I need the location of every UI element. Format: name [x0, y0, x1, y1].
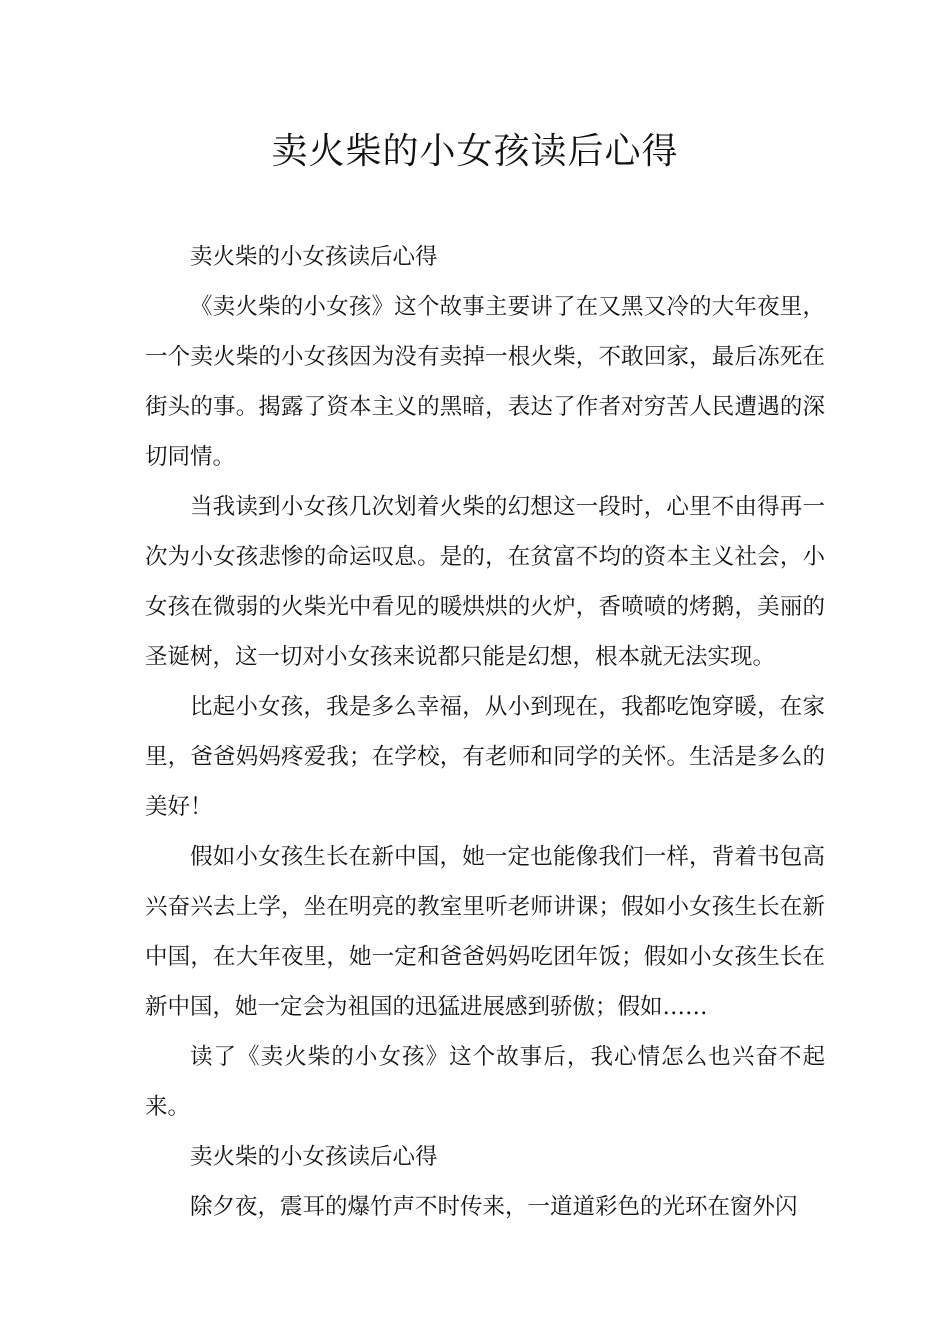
- paragraph: 比起小女孩，我是多么幸福，从小到现在，我都吃饱穿暖，在家里，爸爸妈妈疼爱我；在学校，有老师和同学的关怀。生活是多么的美好！: [145, 694, 825, 820]
- document-title: 卖火柴的小女孩读后心得: [271, 131, 679, 172]
- paragraph-subtitle: 卖火柴的小女孩读后心得: [190, 244, 438, 270]
- paragraph-subtitle: 卖火柴的小女孩读后心得: [190, 1144, 438, 1170]
- paragraph: 读了《卖火柴的小女孩》这个故事后，我心情怎么也兴奋不起来。: [145, 1044, 825, 1120]
- paragraph: 当我读到小女孩几次划着火柴的幻想这一段时，心里不由得再一次为小女孩悲惨的命运叹息。是的，在贫富不均的资本主义社会，小女孩在微弱的火柴光中看见的暖烘烘的火炉，香喷喷的烤鹅，美丽的圣诞树，这一切对小女孩来说都只能是幻想，根本就无法实现。: [145, 494, 825, 670]
- paragraph: 《卖火柴的小女孩》这个故事主要讲了在又黑又冷的大年夜里，一个卖火柴的小女孩因为没有卖掉一根火柴，不敢回家，最后冻死在街头的事。揭露了资本主义的黑暗，表达了作者对穷苦人民遭遇的深切同情。: [145, 294, 825, 470]
- paragraph: 假如小女孩生长在新中国，她一定也能像我们一样，背着书包高兴奋兴去上学，坐在明亮的教室里听老师讲课；假如小女孩生长在新中国，在大年夜里，她一定和爸爸妈妈吃团年饭；假如小女孩生长在新中国，她一定会为祖国的迅猛进展感到骄傲；假如……: [145, 844, 825, 1020]
- document-body: [145, 232, 825, 1232]
- paragraph: 除夕夜，震耳的爆竹声不时传来，一道道彩色的光环在窗外闪: [190, 1194, 798, 1220]
